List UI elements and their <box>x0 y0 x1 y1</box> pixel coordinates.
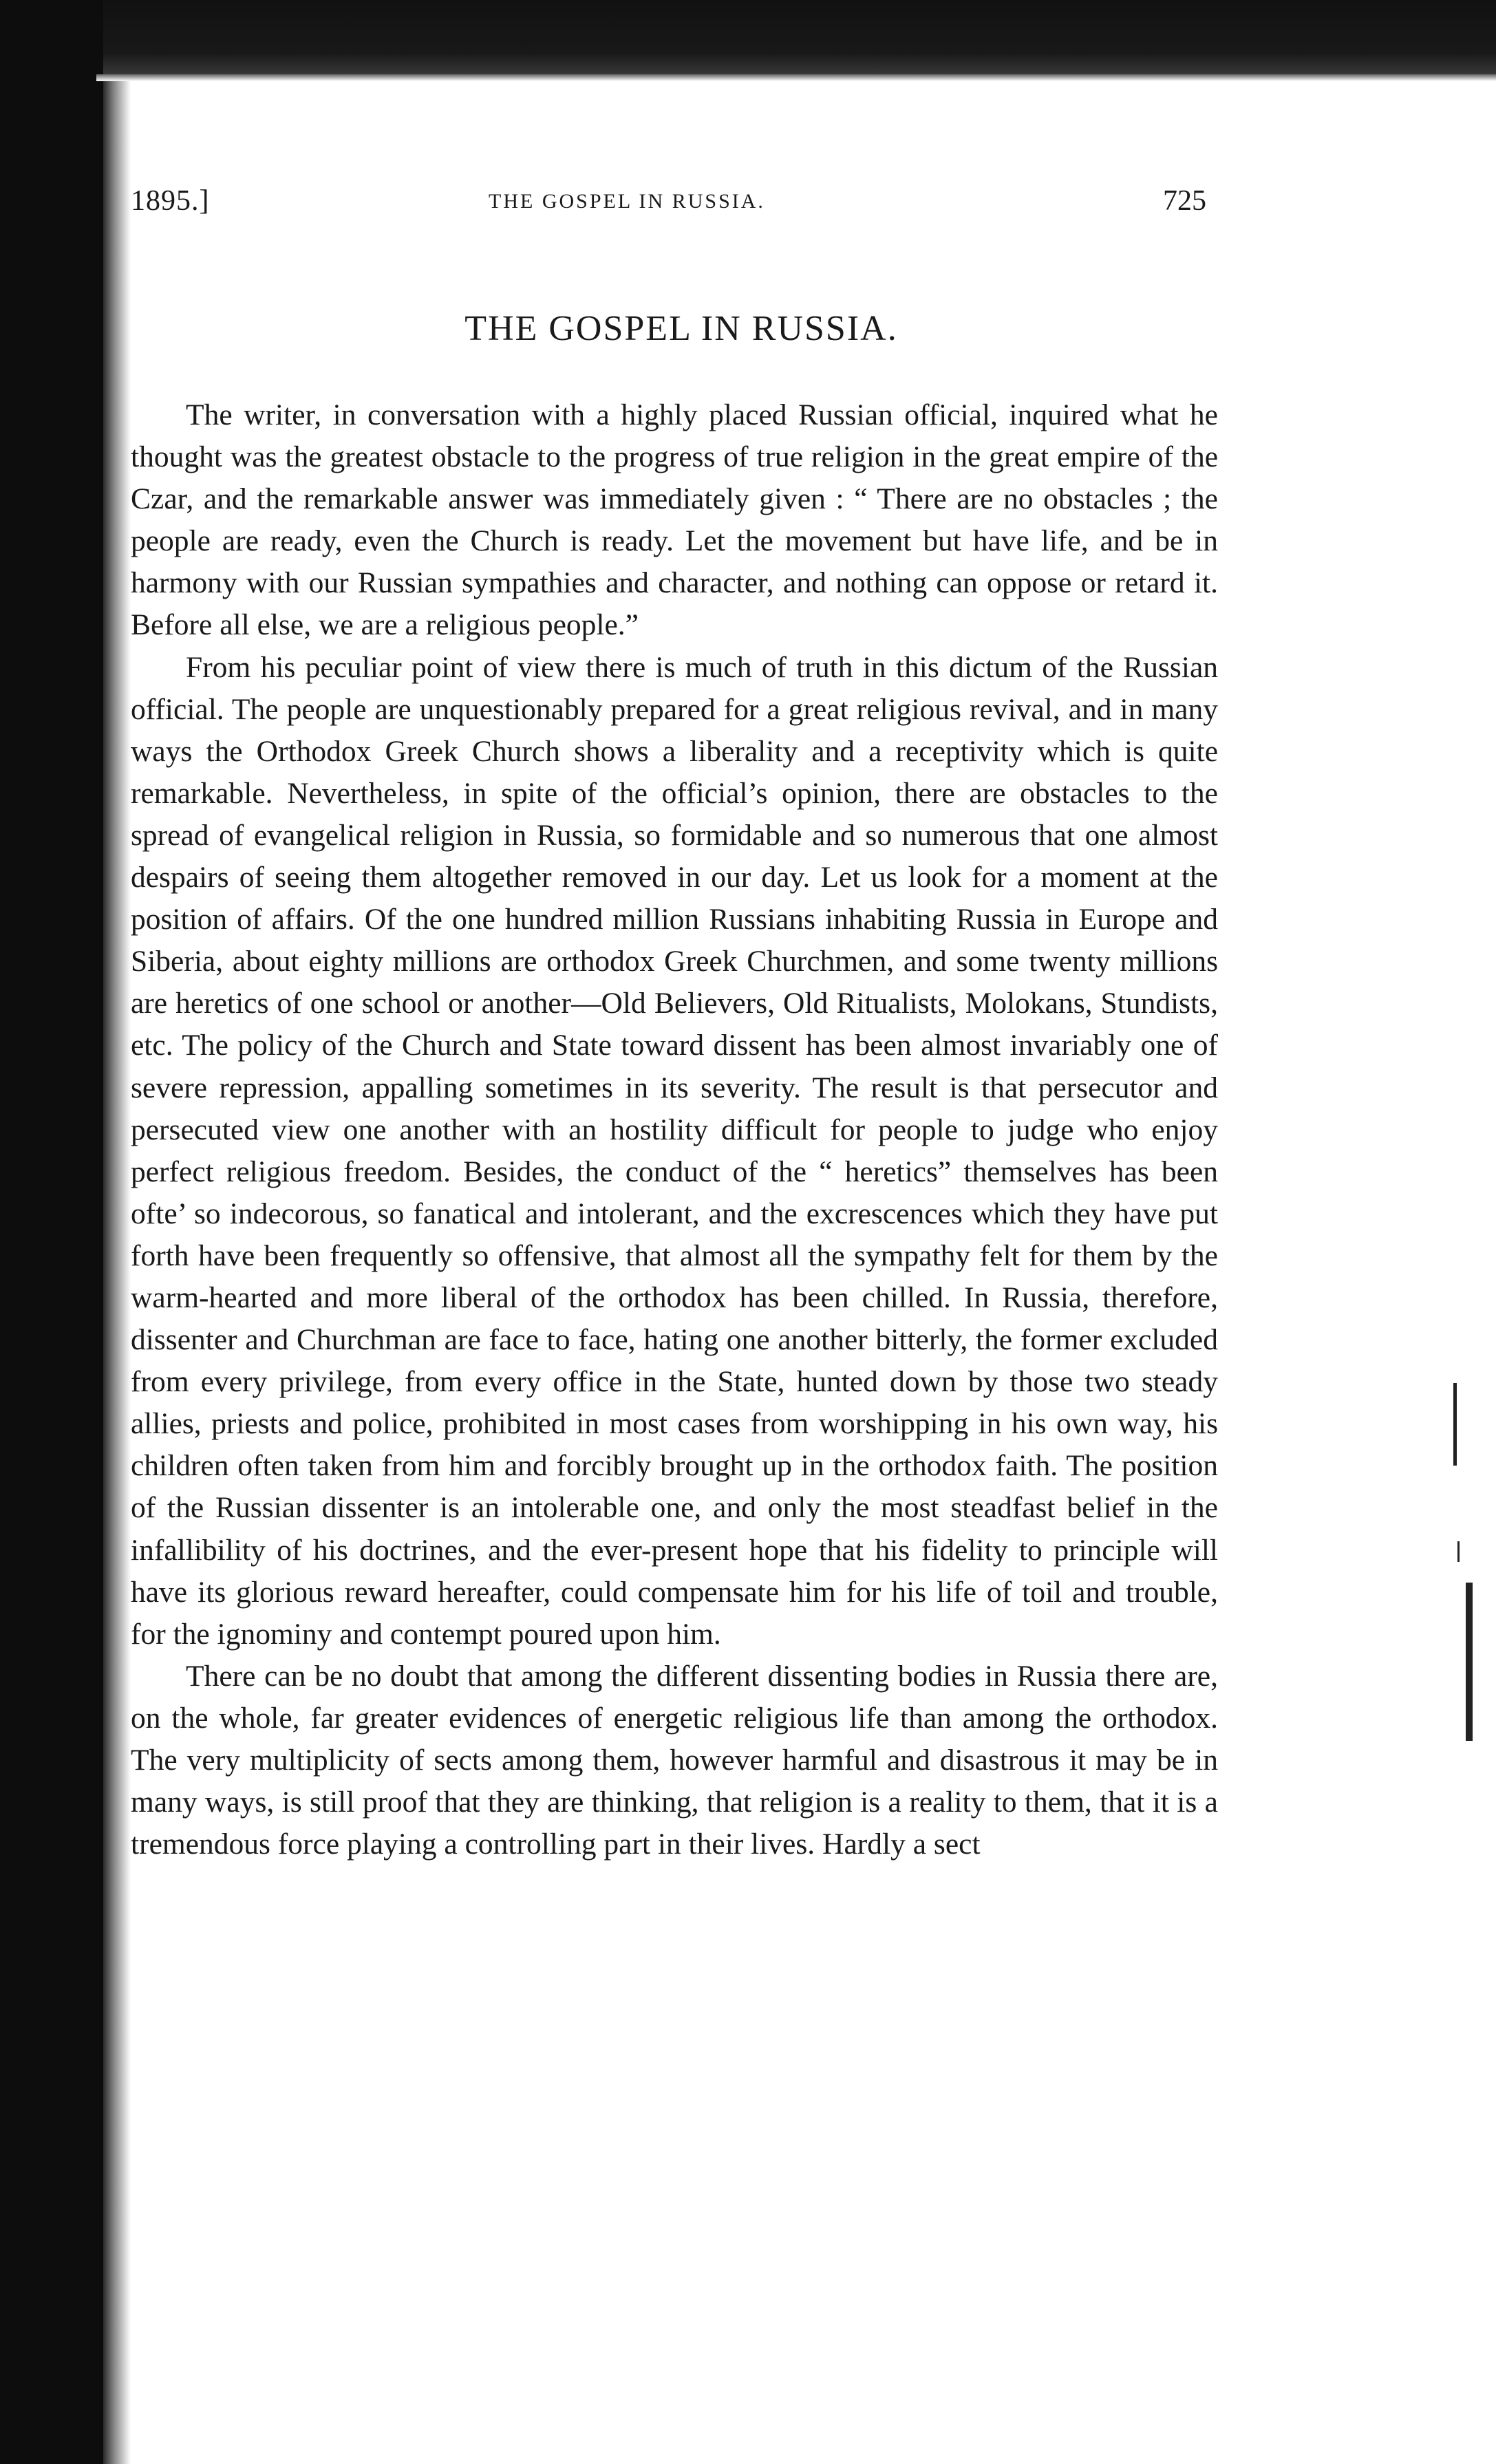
article-title: THE GOSPEL IN RUSSIA. <box>464 309 898 348</box>
scan-top-fade <box>96 74 1496 81</box>
running-head-year: 1895.] <box>131 185 210 217</box>
scan-page-edge <box>103 76 131 2464</box>
paragraph: The writer, in conversation with a highly placed Russian official, inquired what he thought was the greatest obstacle to the progress of true religion in the great empire of the Czar, and the remarkable answer was immediately given : “ There are no obstacles ; the people are ready, even the Church is ready. Let the movement but have life, and be in harmony with our Russian sympathies and character, and nothing can oppose or retard it. Before all else, we are a religious people.” <box>131 398 1218 642</box>
running-head-title: THE GOSPEL IN RUSSIA. <box>489 190 765 213</box>
article-body <box>131 394 1218 1865</box>
paragraph: There can be no doubt that among the different dissenting bodies in Russia there are, on the whole, far greater evidences of energetic religious life than among the orthodox. The very multiplicity of sects among them, however harmful and disastrous it may be in many ways, is still proof that they are thinking, that religion is a reality to them, that it is a tremendous force playing a controlling part in their lives. Hardly a sect <box>131 1659 1218 1861</box>
running-head <box>131 184 1496 226</box>
page <box>131 81 1496 2464</box>
page-number: 725 <box>1163 185 1206 217</box>
scan-border-top <box>0 0 1496 76</box>
scan-border-left <box>0 0 103 2464</box>
paragraph: From his peculiar point of view there is much of truth in this dictum of the Russian official. The people are unquestionably prepared for a great religious revival, and in many ways the Orthodox Greek Church shows a liberality and a receptivity which is quite remarkable. Nevertheless, in spite of the official’s opinion, there are obstacles to the spread of evangelical religion in Russia, so formidable and so numerous that one almost despairs of seeing them altogether removed in our day. Let us look for a moment at the position of affairs. Of the one hundred million Russians inhabiting Russia in Europe and Siberia, about eighty millions are orthodox Greek Churchmen, and some twenty millions are heretics of one school or another—Old Believers, Old Ritualists, Molokans, Stundists, etc. The policy of the Church and State toward dissent has been almost invariably one of severe repression, appalling sometimes in its severity. The result is that persecutor and persecuted view one another with an hostility difficult for people to judge who enjoy perfect religious freedom. Besides, the conduct of the “ heretics” themselves has been ofte’ so indecorous, so fanatical and intolerant, and the excrescences which they have put forth have been frequently so offensive, that almost all the sympathy felt for them by the warm-hearted and more liberal of the orthodox has been chilled. In Russia, therefore, dissenter and Churchman are face to face, hating one another bitterly, the former excluded from every privilege, from every office in the State, hunted down by those two steady allies, priests and police, prohibited in most cases from worshipping in his own way, his children often taken from him and forcibly brought up in the orthodox faith. The position of the Russian dissenter is an intolerable one, and only the most steadfast belief in the infallibility of his doctrines, and the ever-present hope that his fidelity to principle will have its glorious reward hereafter, could compensate him for his life of toil and trouble, for the ignominy and contempt poured upon him. <box>131 650 1218 1651</box>
